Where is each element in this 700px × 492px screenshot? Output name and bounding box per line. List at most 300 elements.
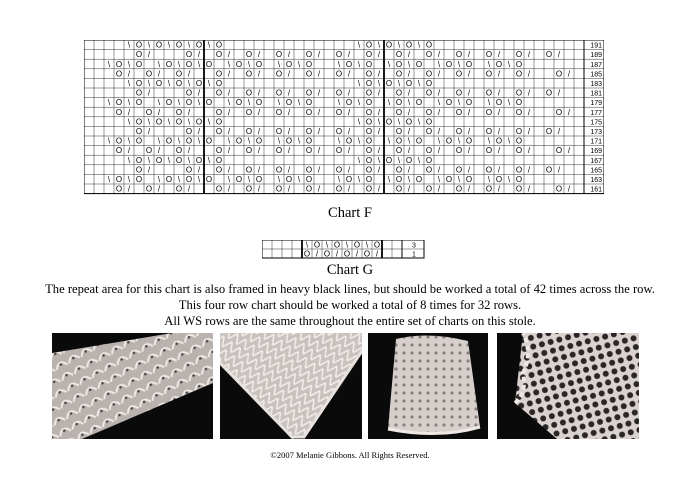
chart-f-symbol: \ bbox=[387, 175, 391, 184]
chart-f-symbol: \ bbox=[147, 79, 151, 88]
chart-f-symbol: / bbox=[197, 127, 201, 136]
chart-g-symbol: O bbox=[313, 240, 321, 250]
chart-f-symbol: O bbox=[305, 184, 313, 194]
chart-f-symbol: \ bbox=[507, 59, 511, 69]
chart-f-symbol: \ bbox=[337, 98, 341, 108]
chart-f-symbol: O bbox=[275, 50, 283, 60]
chart-f-symbol: / bbox=[467, 184, 471, 194]
chart-f-symbol: \ bbox=[197, 98, 201, 108]
chart-f-symbol: / bbox=[257, 184, 261, 194]
chart-f-symbol: \ bbox=[387, 59, 391, 69]
chart-f-symbol: O bbox=[135, 79, 143, 88]
chart-f-symbol: / bbox=[127, 184, 131, 194]
chart-f-symbol: O bbox=[395, 50, 403, 60]
chart-f-symbol: / bbox=[287, 165, 291, 175]
chart-f-symbol: O bbox=[135, 165, 143, 175]
chart-f-symbol: O bbox=[425, 117, 433, 127]
chart-f-symbol: \ bbox=[177, 175, 181, 184]
chart-f-symbol: / bbox=[317, 127, 321, 136]
chart-f-symbol: / bbox=[497, 127, 501, 136]
chart-f-symbol: / bbox=[257, 88, 261, 98]
chart-f-symbol: O bbox=[445, 59, 453, 69]
chart-f-symbol: O bbox=[215, 155, 223, 165]
chart-f-symbol: \ bbox=[417, 40, 421, 50]
chart-f-symbol: \ bbox=[247, 59, 251, 69]
chart-f-symbol: O bbox=[185, 98, 193, 108]
chart-f-symbol: / bbox=[377, 107, 381, 117]
chart-f-symbol: / bbox=[497, 69, 501, 79]
chart-f-symbol: \ bbox=[377, 117, 381, 127]
chart-f-symbol: O bbox=[275, 107, 283, 117]
chart-f-symbol: O bbox=[515, 50, 523, 60]
chart-f-symbol: O bbox=[115, 59, 123, 69]
chart-f-symbol: / bbox=[147, 50, 151, 60]
chart-f-symbol: \ bbox=[147, 40, 151, 50]
chart-f-symbol: O bbox=[485, 69, 493, 79]
chart-f-symbol: O bbox=[215, 165, 223, 175]
chart-g-row-number: 1 bbox=[412, 251, 416, 259]
chart-f-symbol: / bbox=[497, 165, 501, 175]
chart-f-symbol: / bbox=[257, 50, 261, 60]
chart-f-symbol: O bbox=[145, 69, 153, 79]
chart-f-symbol: \ bbox=[187, 155, 191, 165]
chart-f-symbol: \ bbox=[297, 136, 301, 146]
chart-g-symbol: O bbox=[353, 240, 361, 250]
chart-f-symbol: / bbox=[497, 50, 501, 60]
chart-f-symbol: / bbox=[187, 69, 191, 79]
chart-f-symbol: O bbox=[145, 107, 153, 117]
chart-f-symbol: \ bbox=[167, 117, 171, 127]
chart-f-symbol: / bbox=[227, 184, 231, 194]
chart-g-symbol: \ bbox=[345, 240, 349, 250]
chart-f-symbol: O bbox=[215, 50, 223, 60]
chart-f-symbol: O bbox=[255, 98, 263, 108]
chart-f-symbol: \ bbox=[157, 59, 161, 69]
chart-f-symbol: O bbox=[425, 165, 433, 175]
chart-f-symbol: / bbox=[347, 184, 351, 194]
chart-f-symbol: O bbox=[515, 98, 523, 108]
chart-f-symbol: O bbox=[235, 98, 243, 108]
chart-f-symbol: / bbox=[227, 50, 231, 60]
chart-f-symbol: \ bbox=[487, 175, 491, 184]
chart-f-symbol: O bbox=[305, 107, 313, 117]
chart-f-symbol: O bbox=[275, 184, 283, 194]
chart-f-symbol: / bbox=[467, 88, 471, 98]
chart-f-symbol: O bbox=[305, 136, 313, 146]
chart-f-symbol: / bbox=[257, 127, 261, 136]
chart-g-symbol: / bbox=[315, 249, 319, 259]
chart-f-symbol: O bbox=[485, 50, 493, 60]
note-ws-rows: All WS rows are the same throughout the entire set of charts on this stole. bbox=[164, 314, 536, 328]
chart-f-symbol: O bbox=[425, 107, 433, 117]
chart-f-symbol: O bbox=[425, 50, 433, 60]
chart-f-symbol: O bbox=[345, 175, 353, 184]
chart-g-row-number: 3 bbox=[412, 242, 416, 250]
chart-f-symbol: O bbox=[245, 165, 253, 175]
chart-f-symbol: O bbox=[365, 127, 373, 136]
chart-f-symbol: O bbox=[555, 146, 563, 156]
chart-f-symbol: / bbox=[127, 146, 131, 156]
chart-f-symbol: / bbox=[567, 146, 571, 156]
chart-f-symbol: O bbox=[165, 98, 173, 108]
stole-photo-point bbox=[220, 333, 362, 439]
chart-f-symbol: / bbox=[407, 69, 411, 79]
chart-f-symbol: / bbox=[527, 184, 531, 194]
chart-f-symbol: O bbox=[395, 165, 403, 175]
chart-g-grid bbox=[262, 240, 426, 260]
chart-f-symbol: O bbox=[175, 69, 183, 79]
chart-f-symbol: / bbox=[147, 165, 151, 175]
chart-f-symbol: / bbox=[227, 146, 231, 156]
chart-f-symbol: \ bbox=[417, 155, 421, 165]
chart-f-symbol: O bbox=[115, 69, 123, 79]
chart-g-symbol: \ bbox=[365, 240, 369, 250]
chart-f-symbol: / bbox=[527, 107, 531, 117]
chart-f-symbol: O bbox=[455, 69, 463, 79]
chart-f-symbol: O bbox=[135, 155, 143, 165]
chart-f-symbol: O bbox=[305, 69, 313, 79]
chart-f-symbol: O bbox=[335, 50, 343, 60]
chart-f-row-number: 179 bbox=[590, 100, 602, 108]
chart-f-symbol: \ bbox=[227, 59, 231, 69]
chart-f-symbol: / bbox=[317, 107, 321, 117]
chart-f-symbol: \ bbox=[107, 136, 111, 146]
chart-f-symbol: / bbox=[557, 165, 561, 175]
chart-f-symbol: / bbox=[227, 127, 231, 136]
chart-f-symbol: / bbox=[407, 127, 411, 136]
chart-f-symbol: / bbox=[147, 127, 151, 136]
chart-f-symbol: \ bbox=[277, 136, 281, 146]
chart-f-symbol: O bbox=[335, 69, 343, 79]
chart-f-symbol: / bbox=[197, 88, 201, 98]
chart-f-symbol: O bbox=[455, 88, 463, 98]
chart-f-symbol: O bbox=[215, 117, 223, 127]
chart-f-symbol: O bbox=[235, 136, 243, 146]
chart-f-symbol: O bbox=[425, 88, 433, 98]
chart-f-grid bbox=[84, 40, 604, 198]
chart-f-symbol: / bbox=[227, 165, 231, 175]
chart-f-symbol: O bbox=[275, 165, 283, 175]
chart-f-row-number: 187 bbox=[590, 61, 602, 69]
chart-g-symbol: / bbox=[355, 249, 359, 259]
chart-f-symbol: \ bbox=[207, 117, 211, 127]
chart-g-symbol: / bbox=[375, 249, 379, 259]
chart-f-symbol: \ bbox=[157, 175, 161, 184]
chart-f-symbol: \ bbox=[407, 136, 411, 146]
chart-f-symbol: / bbox=[437, 165, 441, 175]
chart-f-symbol: O bbox=[485, 127, 493, 136]
chart-f-symbol: / bbox=[377, 184, 381, 194]
chart-f-symbol: \ bbox=[417, 117, 421, 127]
chart-f-symbol: O bbox=[185, 165, 193, 175]
chart-f-symbol: O bbox=[215, 127, 223, 136]
chart-f-symbol: O bbox=[555, 69, 563, 79]
note-repeat-area: The repeat area for this chart is also framed in heavy black lines, but should be worked a total of 42 times across the row. bbox=[45, 282, 655, 296]
chart-f-symbol: \ bbox=[487, 59, 491, 69]
chart-f-symbol: \ bbox=[377, 155, 381, 165]
chart-f-symbol: O bbox=[485, 88, 493, 98]
chart-f-symbol: \ bbox=[147, 117, 151, 127]
chart-f-symbol: O bbox=[445, 136, 453, 146]
chart-f-symbol: / bbox=[287, 184, 291, 194]
chart-f-symbol: O bbox=[425, 146, 433, 156]
chart-f-symbol: / bbox=[467, 69, 471, 79]
chart-f-symbol: O bbox=[305, 146, 313, 156]
chart-g-symbol: \ bbox=[325, 240, 329, 250]
chart-f-symbol: O bbox=[365, 117, 373, 127]
chart-f-symbol: O bbox=[515, 107, 523, 117]
chart-f-symbol: O bbox=[285, 59, 293, 69]
chart-f-symbol: O bbox=[385, 79, 393, 88]
chart-f-symbol: / bbox=[227, 69, 231, 79]
chart-f-symbol: O bbox=[425, 155, 433, 165]
chart-f-symbol: \ bbox=[227, 98, 231, 108]
chart-f-symbol: O bbox=[465, 175, 473, 184]
chart-f-symbol: / bbox=[197, 50, 201, 60]
chart-f-symbol: O bbox=[135, 88, 143, 98]
chart-f-symbol: O bbox=[245, 50, 253, 60]
chart-f-symbol: O bbox=[155, 155, 163, 165]
chart-f-symbol: \ bbox=[127, 175, 131, 184]
chart-f-symbol: O bbox=[305, 165, 313, 175]
chart-f-symbol: O bbox=[285, 136, 293, 146]
chart-f-symbol: O bbox=[555, 184, 563, 194]
chart-f-symbol: \ bbox=[397, 40, 401, 50]
chart-f-symbol: O bbox=[485, 107, 493, 117]
chart-f-symbol: \ bbox=[457, 175, 461, 184]
chart-f-symbol: \ bbox=[227, 175, 231, 184]
chart-f-symbol: O bbox=[135, 50, 143, 60]
chart-f-symbol: / bbox=[467, 146, 471, 156]
chart-f-symbol: O bbox=[515, 88, 523, 98]
chart-f-symbol: / bbox=[557, 127, 561, 136]
chart-f-symbol: O bbox=[425, 184, 433, 194]
chart-f-symbol: O bbox=[215, 79, 223, 88]
chart-f-symbol: O bbox=[275, 88, 283, 98]
chart-f-symbol: \ bbox=[437, 98, 441, 108]
chart-f-symbol: \ bbox=[277, 59, 281, 69]
chart-f-symbol: \ bbox=[247, 136, 251, 146]
chart-f-symbol: / bbox=[497, 146, 501, 156]
chart-f-row-number: 191 bbox=[590, 42, 602, 50]
chart-f-symbol: / bbox=[187, 107, 191, 117]
chart-f-symbol: O bbox=[135, 175, 143, 184]
chart-f-row-number: 169 bbox=[590, 148, 602, 156]
chart-f-symbol: \ bbox=[377, 79, 381, 88]
chart-f-symbol: O bbox=[305, 88, 313, 98]
chart-f-symbol: O bbox=[135, 40, 143, 50]
chart-f-symbol: O bbox=[515, 59, 523, 69]
chart-f-symbol: O bbox=[175, 117, 183, 127]
chart-f-symbol: O bbox=[405, 79, 413, 88]
chart-f-symbol: O bbox=[365, 40, 373, 50]
chart-f-symbol: O bbox=[245, 69, 253, 79]
chart-f-symbol: O bbox=[365, 184, 373, 194]
chart-f-symbol: / bbox=[157, 184, 161, 194]
chart-f-symbol: O bbox=[405, 117, 413, 127]
chart-f-symbol: O bbox=[255, 136, 263, 146]
chart-f-symbol: / bbox=[437, 107, 441, 117]
chart-f-symbol: / bbox=[147, 88, 151, 98]
chart-f-symbol: O bbox=[175, 107, 183, 117]
note-four-row-chart: This four row chart should be worked a total of 8 times for 32 rows. bbox=[178, 298, 522, 312]
chart-f-symbol: O bbox=[285, 98, 293, 108]
chart-f-symbol: \ bbox=[127, 79, 131, 88]
chart-f-symbol: / bbox=[557, 88, 561, 98]
chart-f-symbol: \ bbox=[357, 175, 361, 184]
stole-photo-mesh-edge bbox=[497, 333, 639, 439]
chart-f-symbol: / bbox=[527, 165, 531, 175]
chart-f-symbol: / bbox=[467, 50, 471, 60]
chart-f-symbol: O bbox=[235, 59, 243, 69]
chart-f-symbol: O bbox=[545, 127, 553, 136]
chart-f-symbol: O bbox=[485, 165, 493, 175]
chart-f-symbol: \ bbox=[337, 175, 341, 184]
chart-f-symbol: O bbox=[515, 184, 523, 194]
chart-f-symbol: / bbox=[157, 107, 161, 117]
chart-g-symbol: O bbox=[333, 240, 341, 250]
chart-f-symbol: / bbox=[527, 50, 531, 60]
chart-f-symbol: / bbox=[557, 50, 561, 60]
chart-f-symbol: / bbox=[437, 50, 441, 60]
chart-f-symbol: \ bbox=[457, 59, 461, 69]
chart-f-symbol: / bbox=[347, 127, 351, 136]
chart-f-symbol: O bbox=[155, 117, 163, 127]
stole-photo-hanging bbox=[368, 333, 488, 439]
chart-g-symbol: O bbox=[373, 240, 381, 250]
chart-f-symbol: / bbox=[567, 184, 571, 194]
chart-f-symbol: O bbox=[135, 136, 143, 146]
chart-f-symbol: / bbox=[437, 127, 441, 136]
chart-f-symbol: / bbox=[467, 127, 471, 136]
chart-f-symbol: \ bbox=[357, 155, 361, 165]
chart-f-symbol: \ bbox=[127, 117, 131, 127]
chart-f-symbol: O bbox=[165, 59, 173, 69]
chart-f-symbol: O bbox=[185, 59, 193, 69]
chart-f-symbol: O bbox=[405, 40, 413, 50]
chart-f-symbol: \ bbox=[407, 98, 411, 108]
chart-f-symbol: / bbox=[287, 146, 291, 156]
chart-f-symbol: \ bbox=[177, 98, 181, 108]
chart-f-symbol: O bbox=[235, 175, 243, 184]
chart-f-symbol: / bbox=[407, 50, 411, 60]
chart-f-symbol: O bbox=[515, 146, 523, 156]
chart-f-symbol: \ bbox=[207, 40, 211, 50]
chart-f-symbol: \ bbox=[227, 136, 231, 146]
chart-f-symbol: O bbox=[445, 98, 453, 108]
chart-f-symbol: O bbox=[285, 175, 293, 184]
chart-f-symbol: O bbox=[305, 59, 313, 69]
chart-f-symbol: \ bbox=[127, 40, 131, 50]
chart-f-symbol: \ bbox=[357, 40, 361, 50]
chart-f-symbol: / bbox=[467, 165, 471, 175]
chart-f-symbol: \ bbox=[197, 175, 201, 184]
chart-f-symbol: O bbox=[245, 88, 253, 98]
chart-f-symbol: \ bbox=[487, 98, 491, 108]
chart-f-symbol: / bbox=[227, 88, 231, 98]
chart-f-symbol: / bbox=[437, 69, 441, 79]
chart-f-symbol: O bbox=[455, 50, 463, 60]
chart-f-row-number: 167 bbox=[590, 157, 602, 165]
chart-f-symbol: O bbox=[335, 88, 343, 98]
chart-f-symbol: O bbox=[515, 136, 523, 146]
chart-f-symbol: O bbox=[135, 117, 143, 127]
chart-f-symbol: / bbox=[317, 184, 321, 194]
chart-f-symbol: / bbox=[377, 88, 381, 98]
chart-f-symbol: / bbox=[317, 50, 321, 60]
chart-f-symbol: O bbox=[175, 184, 183, 194]
chart-f-symbol: O bbox=[385, 155, 393, 165]
chart-f-symbol: \ bbox=[187, 79, 191, 88]
chart-f-symbol: / bbox=[527, 69, 531, 79]
chart-f-symbol: \ bbox=[407, 175, 411, 184]
chart-f-symbol: O bbox=[195, 79, 203, 88]
chart-f-symbol: \ bbox=[357, 136, 361, 146]
chart-f-symbol: / bbox=[567, 69, 571, 79]
chart-f-symbol: \ bbox=[507, 136, 511, 146]
chart-f-symbol: O bbox=[195, 117, 203, 127]
chart-f-symbol: O bbox=[345, 136, 353, 146]
chart-f-symbol: \ bbox=[357, 98, 361, 108]
chart-f-symbol: O bbox=[145, 146, 153, 156]
chart-f-symbol: O bbox=[215, 88, 223, 98]
chart-f-symbol: / bbox=[437, 184, 441, 194]
chart-f-row-number: 165 bbox=[590, 167, 602, 175]
chart-f-symbol: \ bbox=[357, 117, 361, 127]
chart-f-symbol: O bbox=[395, 184, 403, 194]
chart-f-symbol: O bbox=[365, 146, 373, 156]
chart-f-symbol: O bbox=[395, 136, 403, 146]
chart-f-symbol: O bbox=[305, 175, 313, 184]
chart-f-symbol: / bbox=[347, 107, 351, 117]
chart-f-symbol: \ bbox=[177, 59, 181, 69]
chart-f-symbol: / bbox=[257, 165, 261, 175]
chart-f-symbol: \ bbox=[387, 98, 391, 108]
chart-f-symbol: O bbox=[485, 146, 493, 156]
chart-f-row-number: 175 bbox=[590, 119, 602, 127]
chart-f-symbol: / bbox=[157, 69, 161, 79]
chart-f-symbol: O bbox=[275, 69, 283, 79]
chart-f-symbol: O bbox=[495, 175, 503, 184]
chart-f-symbol: O bbox=[345, 98, 353, 108]
chart-f-symbol: \ bbox=[207, 155, 211, 165]
chart-f-symbol: O bbox=[205, 175, 213, 184]
chart-f-symbol: / bbox=[407, 165, 411, 175]
chart-f-symbol: O bbox=[255, 59, 263, 69]
chart-g-symbol: O bbox=[363, 249, 371, 259]
chart-f-symbol: \ bbox=[357, 59, 361, 69]
chart-f-symbol: / bbox=[317, 146, 321, 156]
chart-f-symbol: O bbox=[335, 165, 343, 175]
chart-f-symbol: \ bbox=[197, 136, 201, 146]
chart-g-symbol: O bbox=[323, 249, 331, 259]
chart-f-symbol: \ bbox=[337, 59, 341, 69]
chart-f-symbol: O bbox=[365, 175, 373, 184]
chart-f-symbol: O bbox=[415, 136, 423, 146]
chart-g-symbol: \ bbox=[305, 240, 309, 250]
chart-f-symbol: / bbox=[347, 50, 351, 60]
chart-f-row-number: 183 bbox=[590, 81, 602, 88]
chart-f-symbol: O bbox=[385, 40, 393, 50]
chart-f-symbol: O bbox=[395, 88, 403, 98]
chart-f-symbol: / bbox=[437, 146, 441, 156]
chart-f-symbol: / bbox=[347, 88, 351, 98]
chart-f-symbol: / bbox=[287, 50, 291, 60]
chart-f-symbol: \ bbox=[397, 155, 401, 165]
chart-f-symbol: O bbox=[275, 146, 283, 156]
chart-f-symbol: O bbox=[415, 98, 423, 108]
chart-f-symbol: \ bbox=[207, 79, 211, 88]
